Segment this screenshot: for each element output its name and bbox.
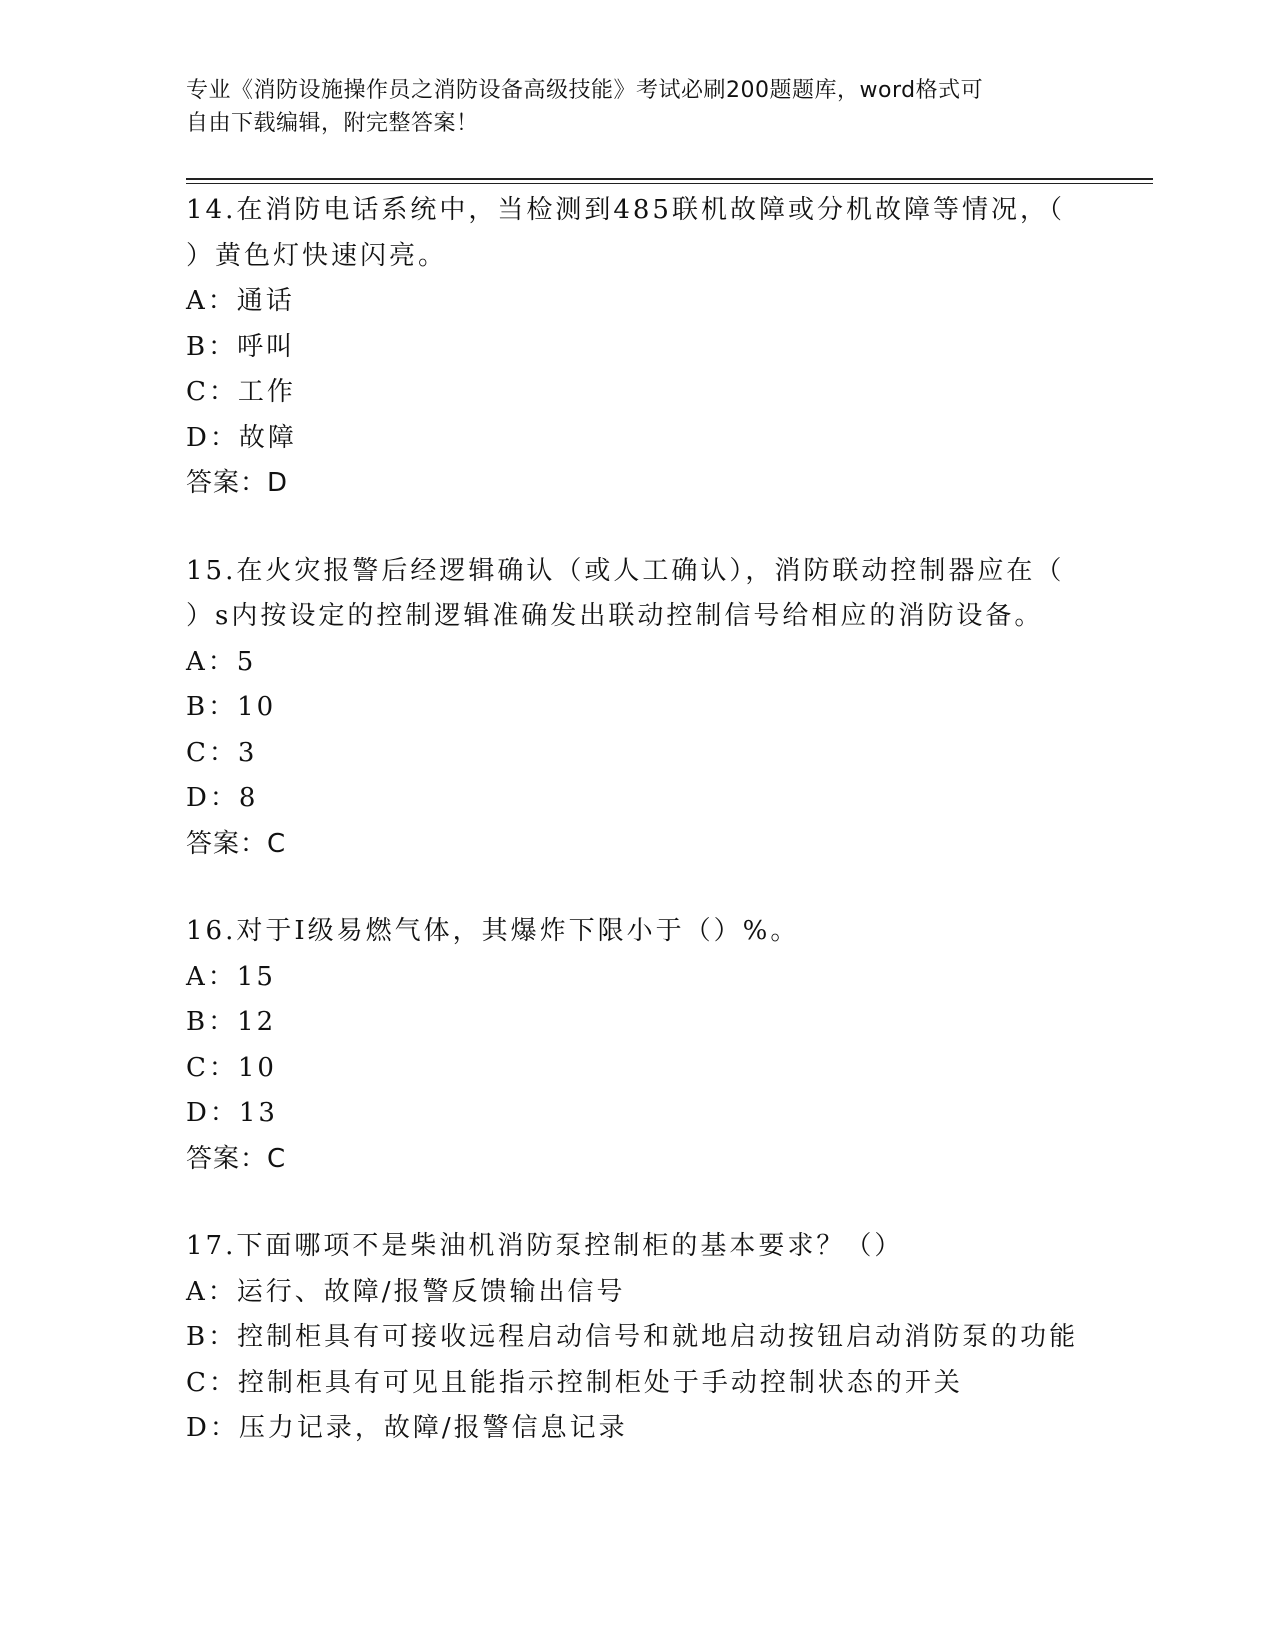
question-list [186,188,1086,1494]
question-stem-line: ）黄色灯快速闪亮。 [186,240,448,271]
option-c: C：3 [186,737,258,768]
option-b: B：呼叫 [186,331,296,362]
option-b: B：12 [186,1007,277,1037]
question-stem-line: 15.在火灾报警后经逻辑确认（或人工确认），消防联动控制器应在（ [186,555,1065,586]
option-a: A：运行、故障/报警反馈输出信号 [186,1276,626,1307]
option-c: C：工作 [186,377,296,407]
question-17 [186,1224,1086,1452]
answer-label: 答案：C [186,828,287,859]
header-divider-thin [186,183,1153,184]
option-c: C：10 [186,1052,277,1083]
document-header [186,74,1066,140]
question-stem-line: ）s内按设定的控制逻辑准确发出联动控制信号给相应的消防设备。 [186,601,1044,631]
option-d: D：8 [186,783,259,813]
option-a: A：15 [186,961,276,992]
question-stem-line: 16.对于Ⅰ级易燃气体，其爆炸下限小于（）%。 [186,916,800,946]
option-d: D：故障 [186,422,297,453]
question-stem-line: 17.下面哪项不是柴油机消防泵控制柜的基本要求？（） [186,1231,904,1261]
header-divider-thick [186,178,1153,180]
question-14 [186,188,1086,507]
option-d: D：13 [186,1098,278,1128]
option-a: A：5 [186,646,257,677]
option-b: B：控制柜具有可接收远程启动信号和就地启动按钮启动消防泵的功能 [186,1322,1079,1352]
header-line-2: 自由下载编辑，附完整答案！ [186,111,479,136]
question-16 [186,909,1086,1182]
option-d: D：压力记录，故障/报警信息记录 [186,1413,628,1443]
option-b: B：10 [186,692,277,722]
option-a: A：通话 [186,286,295,316]
header-line-1: 专业《消防设施操作员之消防设备高级技能》考试必刷200题题库，word格式可 [186,78,984,103]
answer-label: 答案：D [186,468,289,498]
question-stem-line: 14.在消防电话系统中，当检测到485联机故障或分机故障等情况，（ [186,195,1065,225]
answer-label: 答案：C [186,1143,287,1174]
question-15 [186,549,1086,868]
option-c: C：控制柜具有可见且能指示控制柜处于手动控制状态的开关 [186,1367,963,1398]
